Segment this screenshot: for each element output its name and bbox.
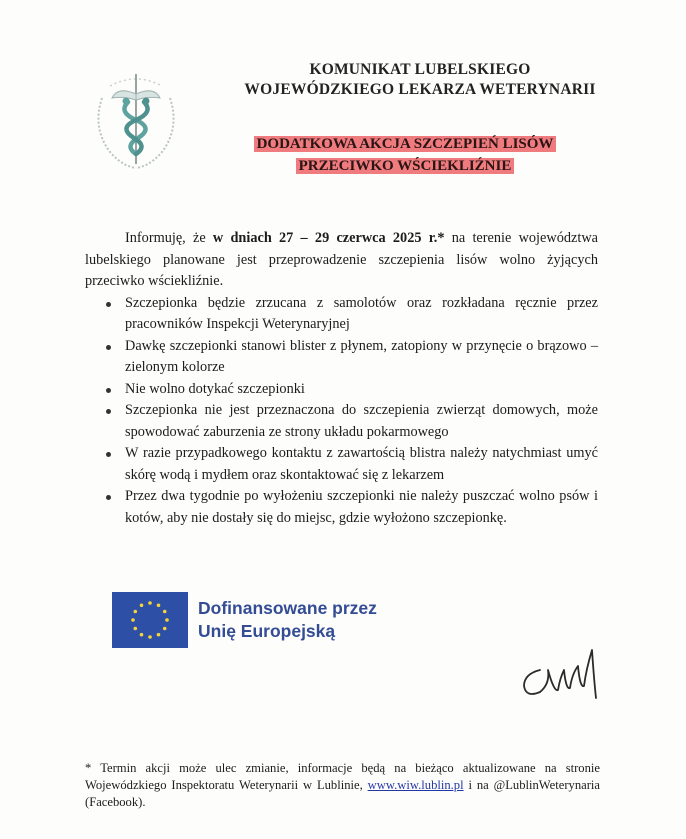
subtitle-line-2: PRZECIWKO WŚCIEKLIŹNIE [296,158,515,174]
intro-suffix: na terenie województwa lubelskiego planowane jest przeprowadzenie szczepienia lisów wolno żyjących przeciwko wściekliźnie. [85,230,598,289]
title-line-1: KOMUNIKAT LUBELSKIEGO [309,61,531,78]
eu-star-icon [133,627,137,631]
list-item: Szczepionka nie jest przeznaczona do szczepienia zwierząt domowych, może spowodować zaburzenia ze strony układu pokarmowego [85,400,598,443]
eu-star-icon [157,633,161,637]
handwritten-signature [510,640,610,710]
instructions-list [85,293,598,530]
list-item: W razie przypadkowego kontaktu z zawartością blistra należy natychmiast umyć skórę wodą i mydłem oraz skontaktować się z lekarzem [85,443,598,486]
list-item: Dawkę szczepionki stanowi blister z płynem, zatopiony w przynęcie o brązowo – zielonym kolorze [85,336,598,379]
list-item: Przez dwa tygodnie po wyłożeniu szczepionki nie należy puszczać wolno psów i kotów, aby nie dostały się do miejsc, gdzie wyłożono szczepionkę. [85,486,598,529]
eu-star-icon [163,610,167,614]
title-line-2: WOJEWÓDZKIEGO LEKARZA WETERYNARII [244,81,596,98]
eu-star-icon [133,610,137,614]
eu-star-icon [157,603,161,607]
footnote-text: * Termin akcji może ulec zmianie, informacje będą na bieżąco aktualizowane na stronie Wojewódzkiego Inspektoratu Weterynarii w Lublinie, [85,761,600,792]
list-item: Nie wolno dotykać szczepionki [85,379,598,401]
veterinary-caduceus-logo [88,68,184,172]
intro-prefix: Informuję, że [125,230,213,246]
footnote [85,760,600,811]
eu-star-icon [140,633,144,637]
eu-star-icon [165,618,169,622]
announcement-title [210,60,630,100]
highlighted-subtitle [250,133,560,177]
eu-star-icon [148,635,152,639]
eu-star-icon [140,603,144,607]
campaign-dates: w dniach 27 – 29 czerwca 2025 r.* [212,230,445,246]
announcement-body [85,228,598,529]
eu-star-icon [131,618,135,622]
footnote-text-end: i na @LublinWeterynaria (Facebook). [85,778,600,809]
website-link[interactable]: www.wiw.lublin.pl [367,778,464,792]
eu-funding-text [198,597,398,643]
eu-star-icon [163,627,167,631]
eu-text-line-2: Unię Europejską [198,621,336,641]
eu-star-icon [148,601,152,605]
eu-text-line-1: Dofinansowane przez [198,598,377,618]
intro-paragraph [85,228,598,293]
list-item: Szczepionka będzie zrzucana z samolotów oraz rozkładana ręcznie przez pracowników Inspekcji Weterynaryjnej [85,293,598,336]
eu-flag-icon [112,592,188,648]
eu-funding-logo [112,592,392,648]
subtitle-line-1: DODATKOWA AKCJA SZCZEPIEŃ LISÓW [254,136,557,152]
